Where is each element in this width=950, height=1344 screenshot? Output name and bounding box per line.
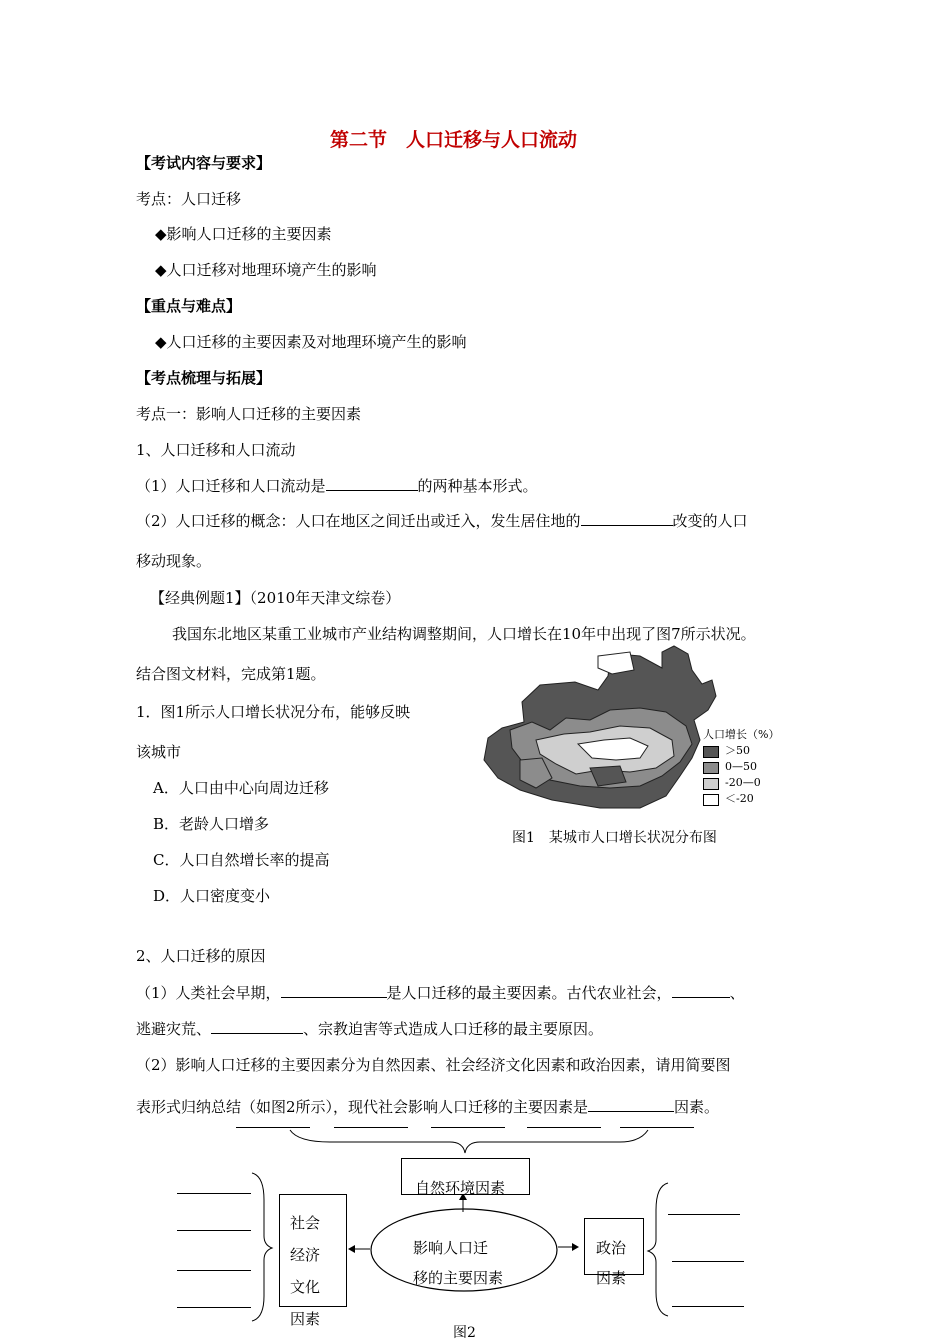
option-c[interactable]: C．人口自然增长率的提高: [153, 851, 330, 869]
bullet-item: ◆人口迁移对地理环境产生的影响: [155, 261, 377, 279]
natural-factors-label: 自然环境因素: [415, 1179, 506, 1197]
diagram-caption: 图2: [453, 1325, 476, 1341]
question-stem: 1．图1所示人口增长状况分布，能够反映: [136, 703, 411, 721]
bullet-item: ◆人口迁移的主要因素及对地理环境产生的影响: [155, 333, 467, 351]
arrow-head-left: [348, 1245, 355, 1253]
question-1a: （1）人口迁移和人口流动是 的两种基本形式。: [136, 477, 538, 495]
section-heading-review: 【考点梳理与拓展】: [136, 369, 272, 387]
left-brace: [252, 1173, 272, 1321]
question-2b: （2）影响人口迁移的主要因素分为自然因素、社会经济文化因素和政治因素，请用简要图: [136, 1056, 731, 1074]
legend-label: ＜-20: [725, 792, 754, 805]
social-factors-label: 经济: [290, 1246, 321, 1264]
answer-line[interactable]: [672, 1306, 744, 1307]
legend-label: 0—50: [725, 760, 757, 773]
legend-label: ＞50: [725, 744, 750, 757]
political-factors-label: 政治: [596, 1239, 627, 1257]
answer-line[interactable]: [177, 1270, 251, 1271]
right-brace: [648, 1183, 668, 1316]
subheading-2: 2、人口迁移的原因: [136, 947, 266, 965]
question-stem: 该城市: [136, 743, 182, 761]
example-text: 我国东北地区某重工业城市产业结构调整期间，人口增长在10年中出现了图7所示状况。: [172, 625, 756, 643]
question-2a: （1）人类社会早期， 是人口迁移的最主要因素。古代农业社会， 、: [136, 984, 745, 1002]
answer-line[interactable]: [177, 1307, 251, 1308]
question-2a-continued: 逃避灾荒、 、宗教迫害等式造成人口迁移的最主要原因。: [136, 1020, 604, 1038]
social-factors-label: 因素: [290, 1310, 321, 1328]
legend-label: -20—0: [725, 776, 761, 789]
section-heading-key: 【重点与难点】: [136, 297, 242, 315]
social-factors-label: 社会: [290, 1214, 321, 1232]
question-1b-continued: 移动现象。: [136, 552, 212, 570]
political-factors-label: 因素: [596, 1269, 627, 1287]
example-text: 结合图文材料，完成第1题。: [136, 665, 326, 683]
answer-line[interactable]: [177, 1230, 251, 1231]
page-title: 第二节 人口迁移与人口流动: [330, 129, 578, 151]
answer-line[interactable]: [177, 1193, 251, 1194]
center-label-line2: 移的主要因素: [413, 1269, 504, 1287]
social-factors-label: 文化: [290, 1278, 321, 1296]
question-2b-continued: 表形式归纳总结（如图2所示），现代社会影响人口迁移的主要因素是 因素。: [136, 1098, 720, 1116]
subheading-1: 1、人口迁移和人口流动: [136, 441, 296, 459]
top-brace: [290, 1130, 648, 1153]
arrow-head-right: [572, 1243, 579, 1251]
answer-line[interactable]: [672, 1261, 744, 1262]
option-d[interactable]: D．人口密度变小: [153, 887, 271, 905]
bullet-item: ◆影响人口迁移的主要因素: [155, 225, 332, 243]
answer-line[interactable]: [668, 1214, 740, 1215]
section-heading-exam: 【考试内容与要求】: [136, 154, 272, 172]
center-label-line1: 影响人口迁: [413, 1239, 489, 1257]
example-label: 【经典例题1】（2010年天津文综卷）: [150, 589, 401, 607]
map-caption: 图1 某城市人口增长状况分布图: [512, 830, 717, 846]
option-a[interactable]: A．人口由中心向周边迁移: [153, 779, 329, 797]
option-b[interactable]: B．老龄人口增多: [153, 815, 270, 833]
exam-point: 考点：人口迁移: [136, 190, 242, 208]
map-legend-title: 人口增长（%）: [703, 728, 780, 741]
question-1b: （2）人口迁移的概念：人口在地区之间迁出或迁入，发生居住地的 改变的人口: [136, 512, 748, 530]
natural-factors-box: [401, 1158, 530, 1195]
point-heading: 考点一：影响人口迁移的主要因素: [136, 405, 362, 423]
